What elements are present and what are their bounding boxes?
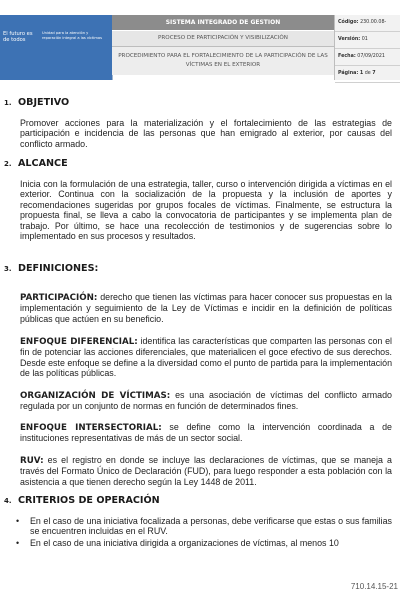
definition-enfoque-intersectorial: ENFOQUE INTERSECTORIAL: se define como la intervención coordinada a de instituciones representativas de más de un sector social. — [20, 422, 392, 444]
definition-organizacion-victimas: ORGANIZACIÓN DE VÍCTIMAS: es una asociación de víctimas del conflicto armado regulada por un conjunto de normas en función de determinados fines. — [20, 390, 392, 412]
alcance-text: Inicia con la formulación de una estrategia, taller, curso o intervención dirigida a víctimas en el exterior. Continua con la socialización de la propuesta y la inclusión de aportes y recomendaciones sugeridas por grupos focales de víctimas. Finalmente, se estructura la propuesta final, se lleva a cabo la convocatoria de participantes y se implementa plan de trabajo. Por último, se hace una recolección de testimonios y de sugerencias sobre lo implementado en sus procesos y resultados. — [20, 179, 392, 242]
version-field: Versión: 01 — [335, 32, 400, 49]
document-control-box — [334, 15, 400, 80]
bullet-icon: • — [16, 516, 20, 526]
entity-logo — [0, 15, 113, 80]
logo-title: El futuro es de todos — [3, 31, 33, 43]
section-heading-criterios: 4. CRITERIOS DE OPERACIÓN — [4, 495, 160, 506]
section-heading-alcance: 2. ALCANCE — [4, 158, 68, 169]
objetivo-text: Promover acciones para la materialización y el fortalecimiento de las estrategias de participación e incidencia de las personas que han emigrado al exterior, por causas del conflicto armado. — [20, 118, 392, 149]
bullet-icon: • — [16, 538, 20, 548]
section-heading-objetivo: 1. OBJETIVO — [4, 97, 70, 108]
bullet-item: • En el caso de una iniciativa dirigida a organizaciones de víctimas, al menos 10 — [16, 538, 339, 548]
system-title: SISTEMA INTEGRADO DE GESTION — [112, 15, 334, 31]
section-heading-definiciones: 3. DEFINICIONES: — [4, 263, 99, 274]
definition-ruv: RUV: es el registro en donde se incluye las declaraciones de víctimas, que se maneja a través del Formato Único de Declaración (FUD), para luego responder a esta población con la asistencia a que tienen derecho según la Ley 1448 de 2011. — [20, 455, 392, 487]
footer-code: 710.14.15-21 — [350, 582, 398, 591]
procedure-title: PROCEDIMIENTO PARA EL FORTALECIMIENTO DE LA PARTICIPACIÓN DE LAS VÍCTIMAS EN EL EXTERIOR — [112, 47, 334, 75]
date-field: Fecha: 07/09/2021 — [335, 49, 400, 66]
page-field: Página: 1 de 7 — [335, 66, 400, 83]
header-titles — [112, 15, 334, 80]
logo-subtitle: Unidad para la atención y reparación integral a las víctimas — [42, 31, 103, 40]
document-header — [0, 15, 400, 80]
definition-participacion: PARTICIPACIÓN: derecho que tienen las víctimas para hacer conocer sus propuestas en la implementación y seguimiento de la Ley de Víctimas e incidir en la definición de políticas públicas que actúen en su beneficio. — [20, 292, 392, 324]
process-title: PROCESO DE PARTICIPACIÓN Y VISIBILIZACIÓN — [112, 31, 334, 47]
bullet-item: • En el caso de una iniciativa focalizada a personas, debe verificarse que estas o sus familias se encuentren incluidas en el RUV. — [16, 516, 392, 537]
definition-enfoque-diferencial: ENFOQUE DIFERENCIAL: identifica las características que comparten las personas con el fin de potenciar las acciones diferenciales, que materialicen el goce efectivo de sus derechos. Desde este enfoque se define a la diversidad como el punto de partida para la implementación de las políticas públicas. — [20, 336, 393, 379]
code-field: Código: 230.00.08- — [335, 15, 400, 32]
